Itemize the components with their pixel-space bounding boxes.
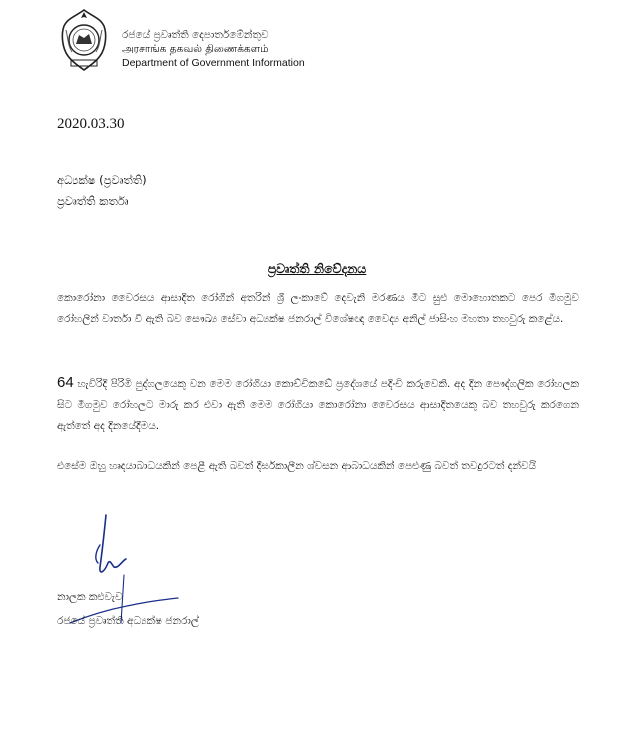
sri-lanka-emblem-icon <box>58 8 110 74</box>
paragraph-3: එසේම ඔහු හෘදයාබාධයකින් පෙළී ඇති බවත් දීර්ඝකාලීන ශ්වසන ආබාධයකින් පෙළුණු බවත් තවදුරටත් දන්වයි <box>57 460 537 472</box>
org-name-sinhala: රජයේ ප්‍රවෘත්ති දෙපාර්තමේන්තුව <box>122 29 269 41</box>
document-title: ප්‍රවෘත්ති නිවේදනය <box>267 261 367 276</box>
paragraph-2-text: හැවිරිදි පිරිමි පුද්ගලයෙකු වන මෙම රෝගියා කොච්චිකඩේ ප්‍රදේශයේ පදිංචි කරුවෙකි. අද දින පෞද්ගලික රෝහලක සිට මීගමුව රෝහලට මාරු කර එවා ඇති මෙම රෝගියා කොරෝනා වෛරසය ආසාදිතයෙකු බව තහවුරු කරගෙන ඇත්තේ අද දිනයේදීමය. <box>57 378 579 432</box>
signer-block <box>57 585 199 633</box>
paragraph-2 <box>57 372 579 437</box>
paragraph-1: කොරෝනා වෛරසය ආසාදිත රෝගීන් අතරින් ශ්‍රී ලංකාවේ දෙවැනි මරණය මීට සුළු මොහොතකට පෙර මීගමුව රෝහලින් වාර්තා වී ඇති බව සෞඛ්‍ය සේවා අධ්‍යක්ෂ ජනරාල් විශේෂඥ වෛද්‍ය අනිල් ජාසිංහ මහතා තහවුරු කළේය. <box>57 292 579 325</box>
signer-title: රජයේ ප්‍රවෘත්ති අධ්‍යක්ෂ ජනරාල් <box>57 615 199 627</box>
letterhead-organization <box>122 28 305 70</box>
age-number: 64 <box>57 374 74 391</box>
addressee-line-1: අධ්‍යක්ෂ (ප්‍රවෘත්ති) <box>57 173 147 187</box>
signer-name: නාලක කළුවැව <box>57 591 123 603</box>
letter-date: 2020.03.30 <box>57 116 125 132</box>
addressee-block <box>57 170 147 212</box>
document-title-row <box>0 258 634 277</box>
addressee-line-2: ප්‍රවෘත්ති කර්තෘ <box>57 194 129 208</box>
org-name-english: Department of Government Information <box>122 57 305 69</box>
org-name-tamil: அரசாங்க தகவல் திணைக்களம் <box>122 43 269 55</box>
